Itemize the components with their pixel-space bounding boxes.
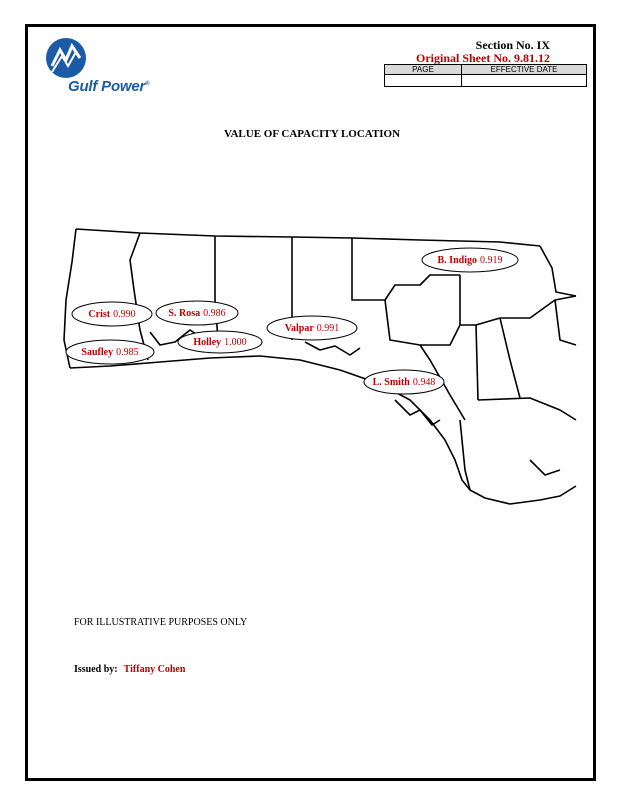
svg-text:Valpar0.991: Valpar 0.991 <box>284 323 340 334</box>
illustrative-note: FOR ILLUSTRATIVE PURPOSES ONLY <box>74 617 248 628</box>
map-label-b-indigo <box>422 248 518 272</box>
map-label-l-smith <box>364 370 444 394</box>
section-number: Section No. IX <box>475 38 550 52</box>
map-label-holley <box>178 331 262 353</box>
svg-text:Saufley0.985: Saufley 0.985 <box>81 347 139 358</box>
map-label-s-rosa <box>156 301 238 325</box>
county-line <box>215 236 218 340</box>
issued-by <box>74 664 185 675</box>
county-line <box>385 300 460 345</box>
sheet-number: Original Sheet No. 9.81.12 <box>416 51 550 65</box>
county-line <box>476 296 576 325</box>
map-label-valpar <box>267 316 357 340</box>
bay-outline <box>395 400 440 425</box>
map-label-crist <box>72 302 152 326</box>
bay-outline <box>305 342 360 355</box>
map-label-saufley <box>66 340 154 364</box>
svg-text:L. Smith0.948: L. Smith 0.948 <box>372 377 436 388</box>
company-name: Gulf Power® <box>68 78 150 95</box>
issuer-name: Tiffany Cohen <box>123 664 186 675</box>
svg-text:B. Indigo0.919: B. Indigo 0.919 <box>437 255 503 266</box>
effective-date-column-header: EFFECTIVE DATE <box>462 65 586 75</box>
svg-text:Holley1.000: Holley 1.000 <box>193 337 247 348</box>
state-border-line <box>76 229 540 246</box>
county-line <box>130 233 148 360</box>
county-line <box>460 275 478 400</box>
county-line <box>478 398 576 420</box>
coastline <box>70 356 576 504</box>
svg-text:Crist0.990: Crist 0.990 <box>88 309 136 320</box>
county-line <box>555 300 576 345</box>
issued-by-label: Issued by: <box>74 664 118 675</box>
page-column-header: PAGE <box>385 65 461 75</box>
bay-outline <box>530 460 560 475</box>
svg-text:S. Rosa0.986: S. Rosa 0.986 <box>168 308 226 319</box>
county-line <box>500 318 520 398</box>
page-title: VALUE OF CAPACITY LOCATION <box>223 128 401 140</box>
east-border-line <box>540 246 576 296</box>
